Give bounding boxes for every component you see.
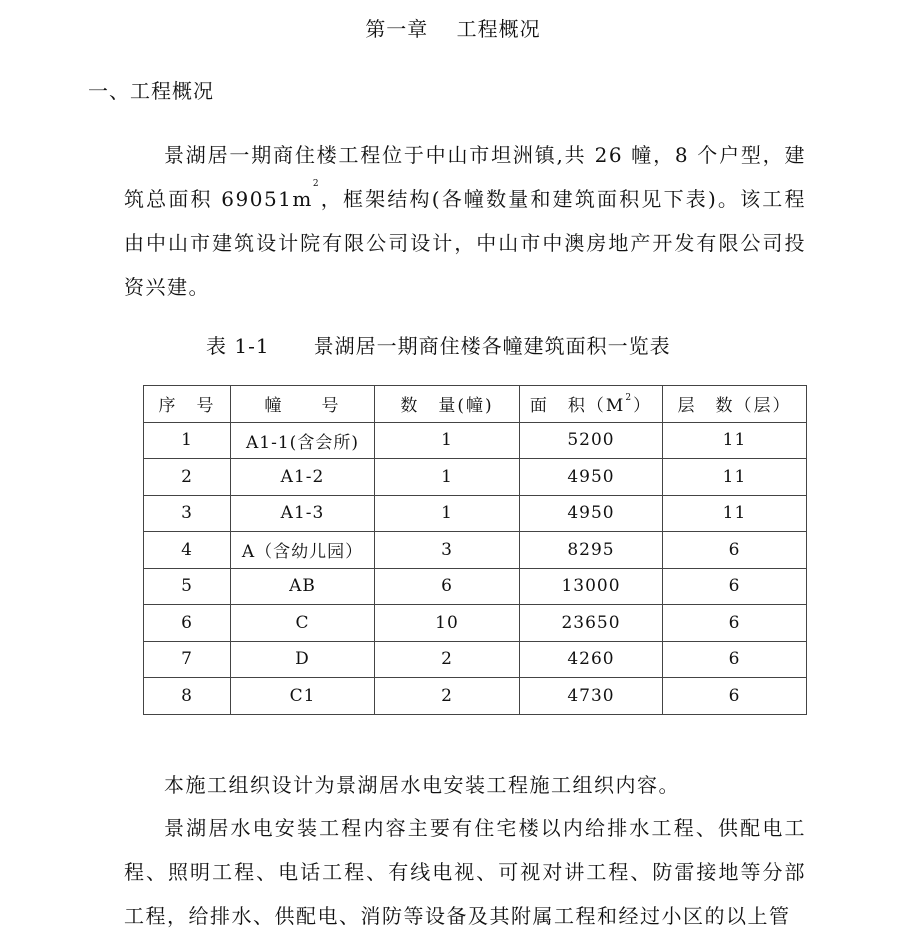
cell-floors: 6 xyxy=(663,678,807,715)
header-area-superscript: 2 xyxy=(625,393,634,404)
building-area-table xyxy=(143,385,807,715)
paragraph-2: 本施工组织设计为景湖居水电安装工程施工组织内容。 xyxy=(164,773,680,797)
table-row xyxy=(144,605,807,642)
intro-paragraph xyxy=(124,133,806,309)
cell-count: 2 xyxy=(375,641,520,678)
table-row xyxy=(144,422,807,459)
intro-text-part-2: ，框架结构(各幢数量和建筑面积见下表)。该工程由中山市建筑设计院有限公司设计，中山市中澳房地产开发有限公司投资兴建。 xyxy=(124,187,806,299)
cell-floors: 6 xyxy=(663,605,807,642)
cell-seq: 4 xyxy=(144,532,231,569)
cell-area: 5200 xyxy=(520,422,663,459)
cell-floors: 11 xyxy=(663,422,807,459)
cell-area: 8295 xyxy=(520,532,663,569)
cell-seq: 8 xyxy=(144,678,231,715)
area-unit-superscript: 2 xyxy=(312,179,321,189)
cell-seq: 2 xyxy=(144,459,231,496)
cell-seq: 1 xyxy=(144,422,231,459)
cell-count: 1 xyxy=(375,459,520,496)
cell-building: AB xyxy=(231,568,375,605)
cell-building: A1-3 xyxy=(231,495,375,532)
cell-floors: 6 xyxy=(663,532,807,569)
header-seq: 序 号 xyxy=(144,386,231,423)
cell-area: 4730 xyxy=(520,678,663,715)
cell-area: 4950 xyxy=(520,495,663,532)
cell-area: 4260 xyxy=(520,641,663,678)
table-row xyxy=(144,568,807,605)
table-row xyxy=(144,532,807,569)
cell-count: 3 xyxy=(375,532,520,569)
cell-count: 2 xyxy=(375,678,520,715)
cell-building: C xyxy=(231,605,375,642)
cell-building: A1-2 xyxy=(231,459,375,496)
cell-floors: 11 xyxy=(663,495,807,532)
cell-area: 23650 xyxy=(520,605,663,642)
cell-floors: 6 xyxy=(663,568,807,605)
header-floors: 层 数（层） xyxy=(663,386,807,423)
table-row xyxy=(144,459,807,496)
cell-count: 1 xyxy=(375,422,520,459)
cell-building: D xyxy=(231,641,375,678)
table-caption xyxy=(206,330,671,359)
cell-count: 6 xyxy=(375,568,520,605)
cell-count: 1 xyxy=(375,495,520,532)
cell-seq: 7 xyxy=(144,641,231,678)
header-area xyxy=(520,386,663,423)
table-title: 景湖居一期商住楼各幢建筑面积一览表 xyxy=(313,334,671,358)
cell-building: A1-1(含会所) xyxy=(231,422,375,459)
chapter-title: 第一章 工程概况 xyxy=(365,17,541,41)
cell-seq: 6 xyxy=(144,605,231,642)
table-header-row xyxy=(144,386,807,423)
paragraph-3: 景湖居水电安装工程内容主要有住宅楼以内给排水工程、供配电工程、照明工程、电话工程、有线电视、可视对讲工程、防雷接地等分部工程，给排水、供配电、消防等设备及其附属工程和经过小区的以上管 xyxy=(124,816,806,928)
header-area-close: ） xyxy=(633,396,653,417)
cell-count: 10 xyxy=(375,605,520,642)
cell-floors: 6 xyxy=(663,641,807,678)
cell-floors: 11 xyxy=(663,459,807,496)
cell-area: 4950 xyxy=(520,459,663,496)
cell-seq: 3 xyxy=(144,495,231,532)
header-count: 数 量(幢) xyxy=(375,386,520,423)
table-row xyxy=(144,495,807,532)
header-building: 幢 号 xyxy=(231,386,375,423)
table-row xyxy=(144,678,807,715)
table-number: 表 1-1 xyxy=(206,334,270,358)
intro-text-part-1: 景湖居一期商住楼工程位于中山市坦洲镇,共 26 幢，8 个户型，建筑总面积 69051m xyxy=(124,143,806,211)
cell-seq: 5 xyxy=(144,568,231,605)
cell-building: A（含幼儿园） xyxy=(231,532,375,569)
section-title: 一、工程概况 xyxy=(88,79,214,103)
cell-building: C1 xyxy=(231,678,375,715)
header-area-text: 面 积（M xyxy=(529,396,626,417)
table-row xyxy=(144,641,807,678)
cell-area: 13000 xyxy=(520,568,663,605)
